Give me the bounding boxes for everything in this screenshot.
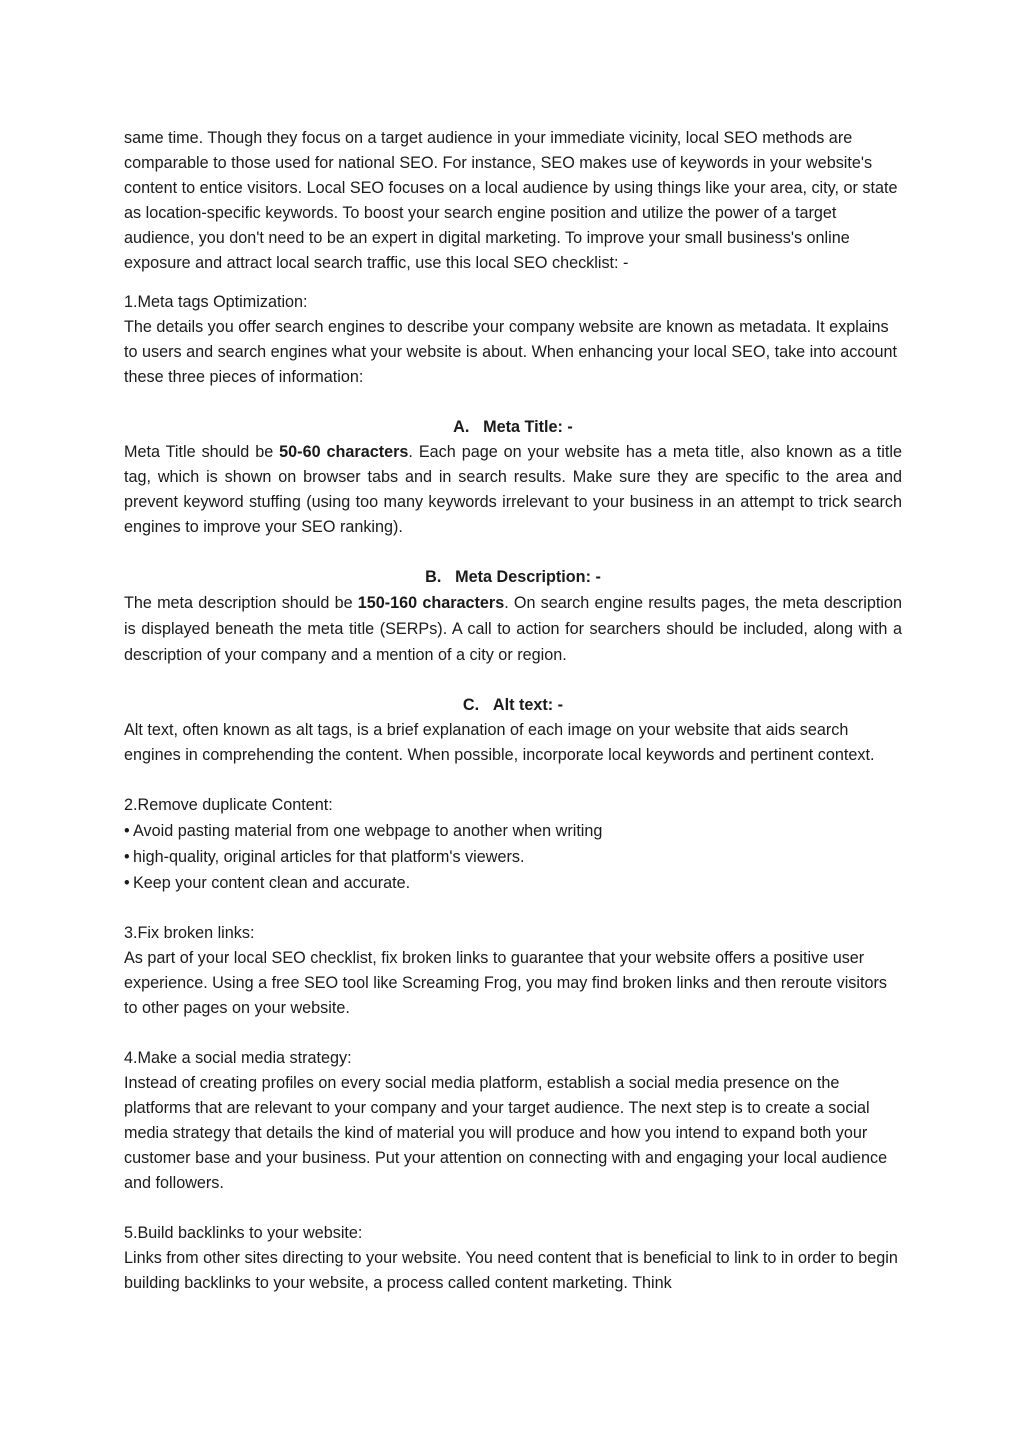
- intro-paragraph: same time. Though they focus on a target audience in your immediate vicinity, local SEO methods are comparable to those used for national SEO. For instance, SEO makes use of keywords in your website's content to entice visitors. Local SEO focuses on a local audience by using things like your area, city, or state as location-specific keywords. To boost your search engine position and utilize the power of a target audience, you don't need to be an expert in digital marketing. To improve your small business's online exposure and attract local search traffic, use this local SEO checklist: -: [124, 129, 898, 272]
- list-item: [124, 818, 902, 844]
- document-page: [124, 126, 902, 1296]
- subheading-letter: A.: [453, 418, 470, 436]
- list-item-text: high-quality, original articles for that platform's viewers.: [133, 848, 525, 866]
- bold-text: 50-60 characters: [279, 443, 409, 461]
- bullet-icon: •: [124, 874, 130, 892]
- meta-title-paragraph: [124, 440, 902, 540]
- bullet-icon: •: [124, 848, 130, 866]
- bold-text: 150-160 characters: [357, 594, 505, 612]
- section-body: As part of your local SEO checklist, fix broken links to guarantee that your website offers a positive user experience. Using a free SEO tool like Screaming Frog, you may find broken links and then reroute visitors to other pages on your website.: [124, 949, 887, 1017]
- list-item: [124, 870, 902, 896]
- section-broken-links: [124, 921, 902, 1046]
- section-heading: 2.Remove duplicate Content:: [124, 796, 333, 814]
- subheading-title: Meta Title: -: [483, 418, 573, 436]
- subheading-title: Meta Description: -: [455, 568, 601, 586]
- section-meta-tags: [124, 290, 902, 793]
- section-duplicate-content: [124, 793, 902, 921]
- subheading-letter: C.: [462, 696, 480, 714]
- section-backlinks: [124, 1221, 902, 1296]
- subheading-alt-text: [124, 693, 902, 718]
- list-item: [124, 844, 902, 870]
- subheading-letter: B.: [425, 568, 442, 586]
- bullet-icon: •: [124, 822, 130, 840]
- section-heading: 4.Make a social media strategy:: [124, 1049, 352, 1067]
- alt-text-paragraph: Alt text, often known as alt tags, is a brief explanation of each image on your website that aids search engines in comprehending the content. When possible, incorporate local keywords and pertinent context.: [124, 721, 875, 764]
- section-body: Instead of creating profiles on every social media platform, establish a social media presence on the platforms that are relevant to your company and your target audience. The next step is to create a social media strategy that details the kind of material you will produce and how you intend to expand both your customer base and your business. Put your attention on connecting with and engaging your local audience and followers.: [124, 1074, 888, 1192]
- list-item-text: Keep your content clean and accurate.: [133, 874, 411, 892]
- section-heading: 1.Meta tags Optimization:: [124, 293, 308, 311]
- text-run: . On search engine results pages, the meta description is displayed beneath the meta title (SERPs). A call to action for searchers should be included, along with a description of your company and a mention of a city or region.: [124, 594, 902, 664]
- meta-description-paragraph: [124, 590, 902, 668]
- subheading-meta-title: [124, 415, 902, 440]
- section-heading: 5.Build backlinks to your website:: [124, 1224, 363, 1242]
- text-run: Meta Title should be: [124, 443, 280, 461]
- text-run: . Each page on your website has a meta title, also known as a title tag, which is shown on browser tabs and in search results. Make sure they are specific to the area and prevent keyword stuffing (using too many keywords irrelevant to your business in an attempt to trick search engines to improve your SEO ranking).: [124, 443, 902, 536]
- text-run: The meta description should be: [124, 594, 358, 612]
- subheading-title: Alt text: -: [492, 696, 564, 714]
- subheading-meta-description: [124, 565, 902, 590]
- section-social-media: [124, 1046, 902, 1221]
- section-body: The details you offer search engines to describe your company website are known as metadata. It explains to users and search engines what your website is about. When enhancing your local SEO, take into account these three pieces of information:: [124, 318, 897, 386]
- list-item-text: Avoid pasting material from one webpage to another when writing: [133, 822, 603, 840]
- section-heading: 3.Fix broken links:: [124, 924, 255, 942]
- section-body: Links from other sites directing to your website. You need content that is beneficial to link to in order to begin building backlinks to your website, a process called content marketing. Think: [124, 1249, 898, 1292]
